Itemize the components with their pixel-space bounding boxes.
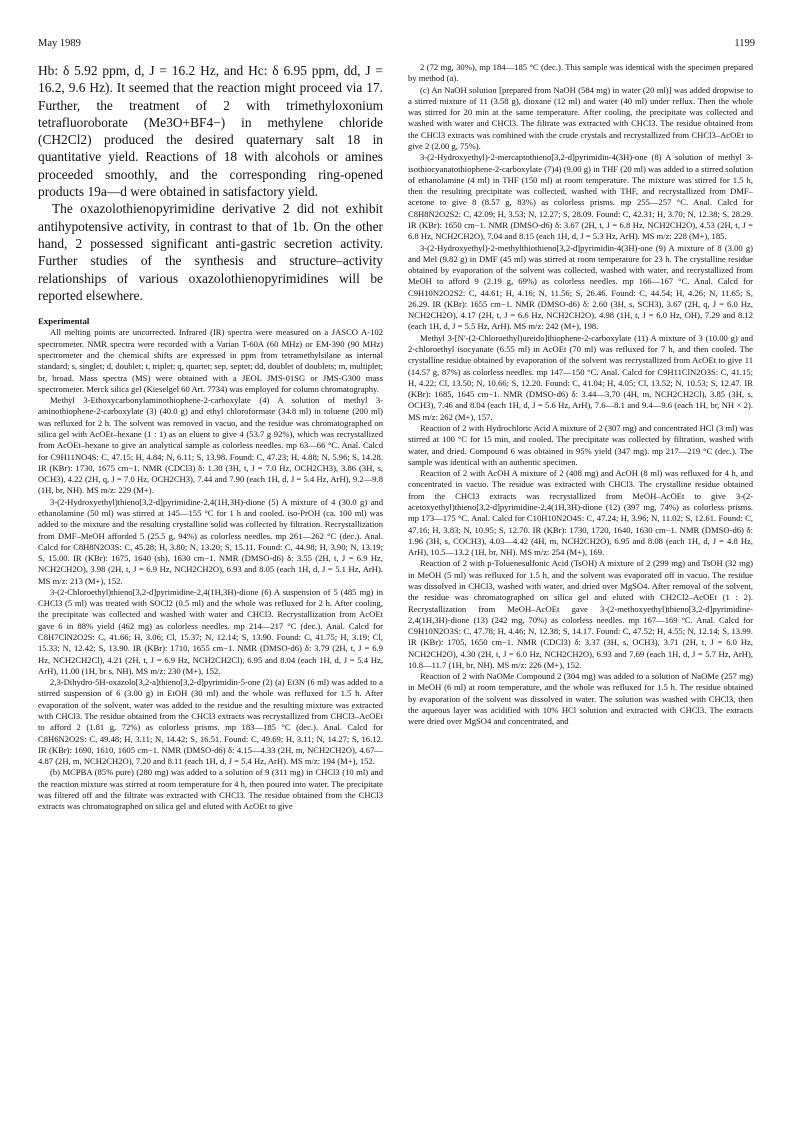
section-heading-experimental: Experimental	[38, 316, 90, 327]
discussion-paragraph: The oxazolothienopyrimidine derivative 2 did not exhibit antihypotensive activity, in contrast to that of 1b. On the other hand, 2 possessed significant anti-gastric secretion activity. Further studies of the synthesis and structure–activity relationships of various oxazolothienopyrimidines will be reported elsewhere.	[38, 201, 383, 303]
discussion-paragraph: Hb: δ 5.92 ppm, d, J = 16.2 Hz, and Hc: δ 6.95 ppm, dd, J = 16.2, 9.6 Hz). It seemed that the reaction might proceed via 17. Further, the treatment of 2 with trimethyloxonium tetrafluoroborate (Me3O+BF4−) in methylene chloride (CH2Cl2) produced the desired quaternary salt 18 in quantitative yield. Reactions of 18 with alcohols or amines proceeded smoothly, and the corresponding ring-opened products 19a—d were obtained in satisfactory yield.	[38, 63, 383, 200]
page-header	[38, 38, 755, 52]
right-column	[408, 62, 753, 728]
experimental-paragraph: (c) An NaOH solution [prepared from NaOH (584 mg) in water (20 ml)] was added dropwise to a stirred mixture of 11 (3.58 g), dioxane (12 ml) and water (40 ml) under reflux. Then the whole was stirred for 20 min at the same temperature. After cooling, the precipitate was collected and washed with water and CHCl3. The filtrate was extracted with CHCl3. The residue obtained from the CHCl3 extracts was combined with the crude crystals and recrystallized from CHCl3–AcOEt to give 2 (2.00 g, 75%).	[408, 84, 753, 151]
experimental-paragraph: Reaction of 2 with AcOH A mixture of 2 (408 mg) and AcOH (8 ml) was refluxed for 4 h, and concentrated in vacuo. The residue was extracted with CHCl3. The crystalline residue obtained from the CHCl3 extracts was recrystallized from MeOH–AcOEt to give 3-(2-acetoxyethyl)thieno[3,2-d]pyrimidine-2,4(1H,3H)-dione (12) (397 mg, 74%) as colorless prisms. mp 173—175 °C. Anal. Calcd for C10H10N2O4S: C, 47.24; H, 3.96; N, 11.02; S, 12.61. Found: C, 47.16; H, 3.83; N, 10.95; S, 12.70. IR (KBr): 1730, 1720, 1640, 1630 cm−1. NMR (DMSO-d6) δ: 1.96 (3H, s, COCH3), 4.03—4.42 (4H, m, NCH2CH2O), 6.95 and 8.08 (each 1H, d, J = 4.8 Hz, ArH), 10.5—13.2 (1H, br, NH). MS m/z: 254 (M+), 169.	[408, 468, 753, 558]
experimental-paragraph: Reaction of 2 with p-Toluenesulfonic Acid (TsOH) A mixture of 2 (299 mg) and TsOH (32 mg) in MeOH (5 ml) was refluxed for 1.5 h, and the solvent was evaporated off in vacuo. The residue was dissolved in CHCl3, washed with water, and dried over MgSO4. After removal of the solvent, the residue was chromatographed on silica gel and eluted with CH2Cl2–AcOEt (1 : 2). Recrystallization from MeOH–AcOEt gave 3-(2-methoxyethyl)thieno[3,2-d]pyrimidine-2,4(1H,3H)-dione (13) (242 mg, 70%) as colorless needles. mp 167—169 °C. Anal. Calcd for C9H10N2O3S: C, 47.78; H, 4.46; N, 12.38; S, 14.17. Found: C, 47.52; H, 4.55; N, 12.14; S, 13.99. IR (KBr): 1705, 1650 cm−1. NMR (CDCl3) δ: 3.37 (3H, s, OCH3), 3.71 (2H, t, J = 6.0 Hz, NCH2CH2O), 4.30 (2H, t, J = 6.0 Hz, NCH2CH2O), 6.93 and 7.69 (each 1H, d, J = 5.7 Hz, ArH), 10.8—11.7 (1H, br, NH). MS m/z: 226 (M+), 152.	[408, 558, 753, 670]
experimental-paragraph: 3-(2-Hydroxyethyl)-2-methylthiothieno[3,2-d]pyrimidin-4(3H)-one (9) A mixture of 8 (3.00 g) and MeI (9.82 g) in DMF (45 ml) was stirred at room temperature for 23 h. The crystalline residue obtained by evaporation of the solvent was collected, washed with water, and recrystallized from MeOH to afford 9 (2.19 g, 69%) as colorless needles. mp 166—167 °C. Anal. Calcd for C9H10N2O2S2: C, 44.61; H, 4.16; N, 11.56; S, 26.46. Found: C, 44.54; H, 4.26; N, 11.65; S, 26.29. IR (KBr): 1655 cm−1. NMR (DMSO-d6) δ: 2.60 (3H, s, SCH3), 3.67 (2H, q, J = 6.0 Hz, NCH2CH2O), 4.17 (2H, t, J = 6.6 Hz, NCH2CH2O), 4.98 (1H, t, J = 6.0 Hz, OH), 7.29 and 8.12 (each 1H, d, J = 5.5 Hz, ArH). MS m/z: 242 (M+), 198.	[408, 242, 753, 332]
experimental-paragraph: 3-(2-Hydroxyethyl)thieno[3,2-d]pyrimidine-2,4(1H,3H)-dione (5) A mixture of 4 (30.0 g) and ethanolamine (50 ml) was stirred at 145—155 °C for 1 h and cooled. iso-PrOH (ca. 100 ml) was added to the mixture and the resulting crystalline solid was collected by filtration. Recrystallization from DMF–MeOH afforded 5 (25.5 g, 94%) as colorless needles. mp 261—262 °C (dec.). Anal. Calcd for C8H8N2O3S: C, 45.28; H, 3.80; N, 13.20; S, 15.11. Found: C, 44.98; H, 3.90; N, 13.19; S, 15.00. IR (KBr): 1675, 1640 (sh), 1630 cm−1. NMR (DMSO-d6) δ: 3.55 (2H, t, J = 6.9 Hz, NCH2CH2O), 3.98 (2H, t, J = 6.9 Hz, NCH2CH2O), 6.93 and 8.05 (each 1H, d, J = 5.1 Hz, ArH). MS m/z: 213 (M+), 152.	[38, 496, 383, 586]
experimental-paragraph: 2,3-Dihydro-5H-oxazolo[3,2-a]thieno[3,2-d]pyrimidin-5-one (2) (a) Et3N (6 ml) was added to a stirred suspension of 6 (3.00 g) in EtOH (30 ml) and the whole was refluxed for 1.5 h. After evaporation of the solvent, water was added to the residue and the resulting mixture was extracted with CHCl3. The residue obtained from the CHCl3 extracts was recrystallized from CHCl3–AcOEt to afford 2 (1.81 g, 72%) as colorless prisms. mp 183—185 °C (dec.). Anal. Calcd for C8H6N2O2S: C, 49.48; H, 3.11; N, 14.42; S, 16.51. Found: C, 49.69; H, 3.11; N, 14.27; S, 16.12. IR (KBr): 1690, 1610, 1605 cm−1. NMR (DMSO-d6) δ: 4.15—4.33 (2H, m, NCH2CH2O), 4.67—4.87 (2H, m, NCH2CH2O), 7.20 and 8.11 (each 1H, d, J = 5.4 Hz, ArH). MS m/z: 194 (M+), 152.	[38, 677, 383, 767]
experimental-paragraph: Reaction of 2 with Hydrochloric Acid A mixture of 2 (307 mg) and concentrated HCl (3 ml) was stirred at 100 °C for 15 min, and cooled. The precipitate was collected by filtration, washed with water, and dried. Compound 6 was obtained in 95% yield (347 mg). mp 217—219 °C (dec.). The sample was identical with an authentic specimen.	[408, 423, 753, 467]
left-column	[38, 62, 383, 813]
experimental-paragraph: Methyl 3-[N′-(2-Chloroethyl)ureido]thiophene-2-carboxylate (11) A mixture of 3 (10.00 g) and 2-chloroethyl isocyanate (6.55 ml) in AcOEt (70 ml) was refluxed for 7 h, and then cooled. The crystalline residue obtained by evaporation of the solvent was recrystallized from AcOEt to give 11 (14.57 g, 87%) as colorless needles. mp 147—150 °C. Anal. Calcd for C9H11ClN2O3S: C, 41.15; H, 4.22; Cl, 13.50; N, 10.66; S, 12.20. Found: C, 41.04; H, 4.05; Cl, 13.52; N, 10.53; S, 12.47. IR (KBr): 1685, 1645 cm−1. NMR (DMSO-d6) δ: 3.44—3.70 (4H, m, NCH2CH2Cl), 3.85 (3H, s, OCH3), 7.46 and 8.04 (each 1H, d, J = 5.6 Hz, ArH), 7.6—8.1 and 9.4—9.6 (each 1H, br, NH × 2). MS m/z: 262 (M+), 157.	[408, 332, 753, 422]
experimental-section-continued	[408, 62, 753, 728]
experimental-paragraph: (b) MCPBA (85% pure) (280 mg) was added to a solution of 9 (311 mg) in CHCl3 (10 ml) and the reaction mixture was stirred at room temperature for 4 h, then poured into water. The precipitate was filtered off and the filtrate was extracted with CHCl3. The residue obtained from the CHCl3 extracts was chromatographed on silica gel and eluted with AcOEt to give	[38, 767, 383, 812]
page-number: 1199	[734, 38, 755, 49]
experimental-paragraph: 3-(2-Hydroxyethyl)-2-mercaptothieno[3,2-d]pyrimidin-4(3H)-one (8) A solution of methyl 3-isothiocyanatothiophene-2-carboxylate (7)4) (9.00 g) in THF (20 ml) was added to a stirred solution of ethanolamine (4 ml) in THF (150 ml) at room temperature. The mixture was stirred for 1.5 h, then the resulting precipitate was collected, washed with THF, and recrystallized from DMF–acetone to give 8 (8.57 g, 83%) as colorless prisms. mp 255—257 °C. Anal. Calcd for C8H8N2O2S2: C, 42.09; H, 3.53; N, 12.27; S, 28.09. Found: C, 42.31; H, 3.70; N, 12.38; S, 28.29. IR (KBr): 1650 cm−1. NMR (DMSO-d6) δ: 3.67 (2H, t, J = 6.8 Hz, NCH2CH2O), 4.53 (2H, t, J = 6.8 Hz, NCH2CH2O), 7.04 and 8.15 (each 1H, d, J = 5.3 Hz, ArH). MS m/z: 228 (M+), 185.	[408, 152, 753, 242]
experimental-paragraph: Methyl 3-Ethoxycarbonylaminothiophene-2-carboxylate (4) A solution of methyl 3-aminothiophene-2-carboxylate (3) (40.0 g) and ethyl chloroformate (34.8 ml) in toluene (200 ml) was refluxed for 2 h. The solvent was removed in vacuo, and the residue was chromatographed on silica gel with AcOEt–hexane (1 : 1) as an eluent to give 4 (53.7 g 92%), which was recrystallized from AcOEt–hexane to give an analytical sample as colorless needles. mp 63—66 °C. Anal. Calcd for C9H11NO4S: C, 47.15; H, 4.84; N, 6.11; S, 13.98. Found: C, 47.23; H, 4.88; N, 5.96; S, 14.28. IR (KBr): 1730, 1675 cm−1. NMR (CDCl3) δ: 1.30 (3H, t, J = 7.0 Hz, OCH2CH3), 3.86 (3H, s, OCH3), 4.22 (2H, q, J = 7.0 Hz, OCH2CH3), 7.44 and 7.90 (each 1H, d, J = 5.4 Hz, ArH), 9.2—9.8 (1H, br, NH). MS m/z: 229 (M+).	[38, 395, 383, 496]
discussion-text	[38, 62, 383, 304]
experimental-paragraph: All melting points are uncorrected. Infrared (IR) spectra were measured on a JASCO A-102 spectrometer. NMR spectra were recorded with a Varian T-60A (60 MHz) or EM-390 (90 MHz) spectrometer and the chemical shifts are expressed in ppm from tetramethylsilane as internal standard; s, singlet; d, doublet; t, triplet; q, quartet; sep, septet; dd, doublet of doublets; m, multiplet; br, broad. Mass spectra (MS) were obtained with a JEOL JMS-01SG or JMS-G300 mass spectrometer. Merck silica gel (Kieselgel 60 Art. 7734) was employed for column chromatography.	[38, 327, 383, 394]
experimental-section	[38, 316, 383, 812]
experimental-paragraph: Reaction of 2 with NaOMe Compound 2 (304 mg) was added to a solution of NaOMe (257 mg) in MeOH (6 ml) at room temperature, and the whole was refluxed for 1.5 h. The residue obtained by evaporation of the solvent was dissolved in water. The solution was washed with CHCl3, then the aqueous layer was acidified with 10% HCl solution and extracted with CHCl3. The extracts were dried over MgSO4 and concentrated, and	[408, 671, 753, 727]
experimental-paragraph: 3-(2-Chloroethyl)thieno[3,2-d]pyrimidine-2,4(1H,3H)-dione (6) A suspension of 5 (485 mg) in CHCl3 (5 ml) was treated with SOCl2 (0.5 ml) and the whole was refluxed for 2 h. After cooling, the precipitate was collected and washed with water and CHCl3. Recrystallization from AcOEt gave 6 in 88% yield (462 mg) as colorless needles. mp 214—217 °C (dec.). Anal. Calcd for C8H7ClN2O2S: C, 41.66; H, 3.06; Cl, 15.37; N, 12.14; S, 13.90. Found: C, 41.75; H, 3.19; Cl, 15.33; N, 12.42; S, 13.90. IR (KBr): 1710, 1655 cm−1. NMR (DMSO-d6) δ: 3.79 (2H, t, J = 6.9 Hz, NCH2CH2Cl), 4.21 (2H, t, J = 6.9 Hz, NCH2CH2Cl), 6.95 and 8.04 (each 1H, d, J = 5.4 Hz, ArH), 11.00 (1H, br s, NH). MS m/z: 230 (M+), 152.	[38, 586, 383, 676]
issue-date: May 1989	[38, 38, 81, 49]
experimental-paragraph: 2 (72 mg, 30%), mp 184—185 °C (dec.). This sample was identical with the specimen prepared by method (a).	[408, 62, 753, 84]
